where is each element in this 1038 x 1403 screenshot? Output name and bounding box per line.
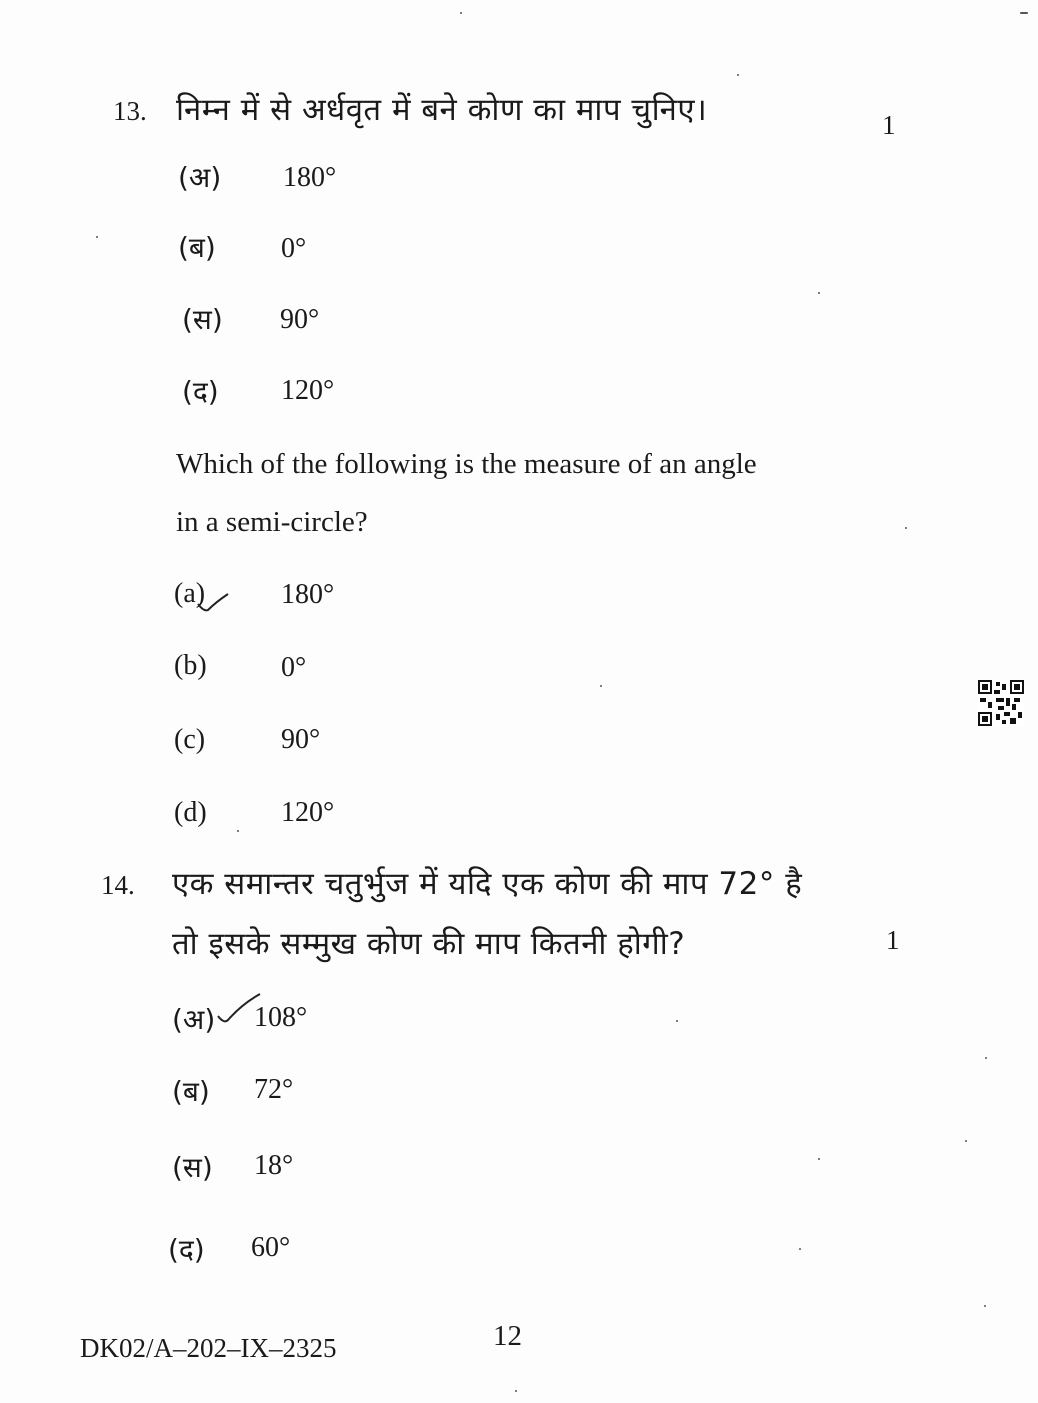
scan-speck (737, 74, 739, 76)
scan-speck (984, 1305, 986, 1307)
page-number: 12 (493, 1320, 522, 1352)
q13-hindi-option-b-value: 0° (281, 233, 307, 264)
handwritten-tick-icon (196, 590, 232, 614)
q13-hindi-option-d-label: (द) (182, 375, 219, 408)
question-14-marks: 1 (886, 925, 900, 955)
q14-option-c-label: (स) (172, 1151, 213, 1184)
q13-hindi-option-d-value: 120° (281, 375, 335, 406)
scan-speck (600, 685, 602, 687)
scan-speck (460, 12, 462, 14)
q13-english-option-b-value: 0° (281, 652, 307, 683)
question-14-hindi-text-line1: एक समान्तर चतुर्भुज में यदि एक कोण की माप 72° है (172, 866, 803, 902)
q13-english-option-a-value: 180° (281, 579, 335, 610)
scan-speck (515, 1390, 517, 1392)
q13-hindi-option-c-label: (स) (182, 303, 223, 336)
question-13-english-text-line1: Which of the following is the measure of an angle (176, 448, 757, 480)
q13-hindi-option-b-label: (ब) (178, 231, 216, 264)
q13-english-option-a-label: (a) (174, 578, 206, 609)
scan-speck (818, 292, 820, 294)
q13-hindi-option-a-label: (अ) (178, 161, 222, 194)
q13-english-option-c-label: (c) (174, 724, 206, 755)
q14-option-a-label: (अ) (172, 1003, 216, 1036)
q14-option-d-label: (द) (168, 1233, 205, 1266)
question-13-hindi-text: निम्न में से अर्धवृत में बने कोण का माप चुनिए। (176, 92, 708, 128)
q14-option-b-value: 72° (254, 1074, 294, 1105)
scan-speck (965, 1140, 967, 1142)
scan-speck (1020, 12, 1028, 14)
q14-option-a-value: 108° (254, 1002, 308, 1033)
question-14-number: 14. (101, 870, 135, 900)
paper-code: DK02/A–202–IX–2325 (80, 1333, 337, 1363)
question-14-hindi-text-line2: तो इसके सम्मुख कोण की माप कितनी होगी? (172, 926, 686, 962)
scan-speck (799, 1248, 801, 1250)
scan-speck (96, 236, 98, 238)
q13-hindi-option-a-value: 180° (283, 162, 337, 193)
scan-speck (676, 1020, 678, 1022)
q13-english-option-d-value: 120° (281, 797, 335, 828)
q13-english-option-d-label: (d) (174, 797, 207, 828)
question-13-english-text-line2: in a semi-circle? (176, 506, 368, 538)
scan-speck (818, 1158, 820, 1160)
scan-speck (237, 830, 239, 832)
question-13-number: 13. (113, 96, 147, 126)
q13-hindi-option-c-value: 90° (280, 304, 320, 335)
qr-code-icon (978, 680, 1024, 726)
question-13-marks: 1 (882, 110, 896, 140)
q14-option-b-label: (ब) (172, 1075, 210, 1108)
q14-option-d-value: 60° (251, 1232, 291, 1263)
scan-speck (985, 1057, 987, 1059)
scan-speck (905, 527, 907, 529)
q13-english-option-b-label: (b) (174, 650, 207, 681)
q14-option-c-value: 18° (254, 1150, 294, 1181)
q13-english-option-c-value: 90° (281, 724, 321, 755)
